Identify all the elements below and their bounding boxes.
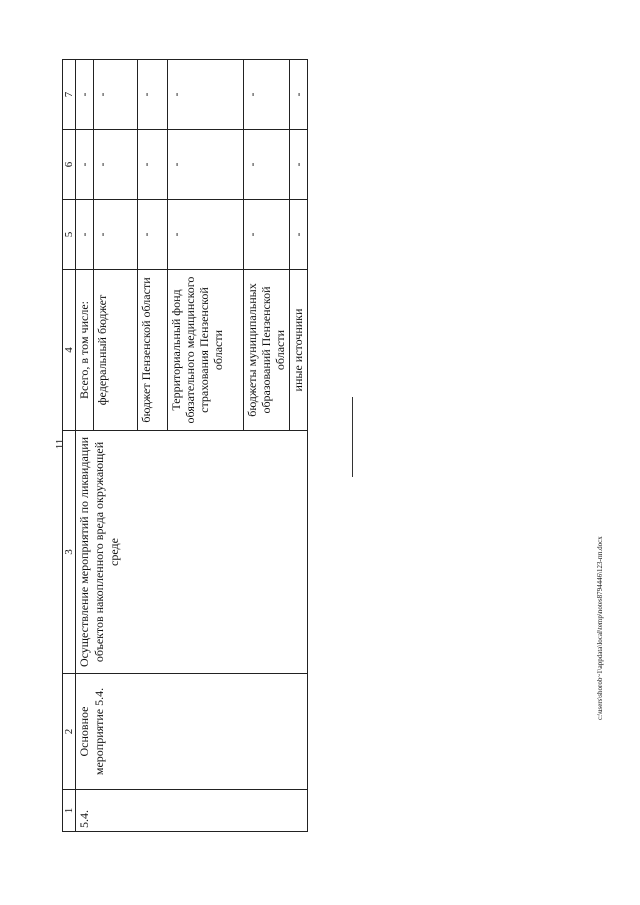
source-regional-budget: бюджет Пензенской области [138,270,168,431]
measure-name: Основное мероприятие 5.4. [76,674,308,790]
value-cell: - [76,60,94,130]
value-cell: - [76,200,94,270]
source-health-insurance-fund: Территориальный фонд обязательного медицинского страхования Пензенской области [168,270,244,431]
source-other: иные источники [290,270,308,431]
measure-description: Осуществление мероприятий по ликвидации объектов накопленного вреда окружающей среде [76,431,308,674]
source-municipal-budgets: бюджеты муниципальных образований Пензенской области [244,270,290,431]
financing-table [62,59,308,832]
column-header-6: 6 [63,130,76,200]
value-cell: - [244,200,290,270]
value-cell: - [94,60,138,130]
value-cell: - [138,200,168,270]
column-header-5: 5 [63,200,76,270]
column-header-2: 2 [63,674,76,790]
value-cell: - [138,60,168,130]
value-cell: - [138,130,168,200]
value-cell: - [168,200,244,270]
column-header-4: 4 [63,270,76,431]
program-table [62,60,305,832]
source-total: Всего, в том числе: [76,270,94,431]
column-header-7: 7 [63,60,76,130]
value-cell: - [94,130,138,200]
column-header-3: 3 [63,431,76,674]
footer-file-path: c:\users\shorob~1\appdata\local\temp\notes8794446\123-пп.docx [596,536,604,720]
value-cell: - [168,60,244,130]
value-cell: - [290,200,308,270]
row-number: 5.4. [76,790,308,832]
value-cell: - [290,60,308,130]
header-row [63,60,76,832]
page-number: 11 [54,438,66,450]
value-cell: - [76,130,94,200]
table-row [76,60,94,832]
value-cell: - [290,130,308,200]
value-cell: - [244,60,290,130]
value-cell: - [94,200,138,270]
value-cell: - [168,130,244,200]
value-cell: - [244,130,290,200]
column-header-1: 1 [63,790,76,832]
source-federal-budget: федеральный бюджет [94,270,138,431]
separator-line [352,397,353,477]
